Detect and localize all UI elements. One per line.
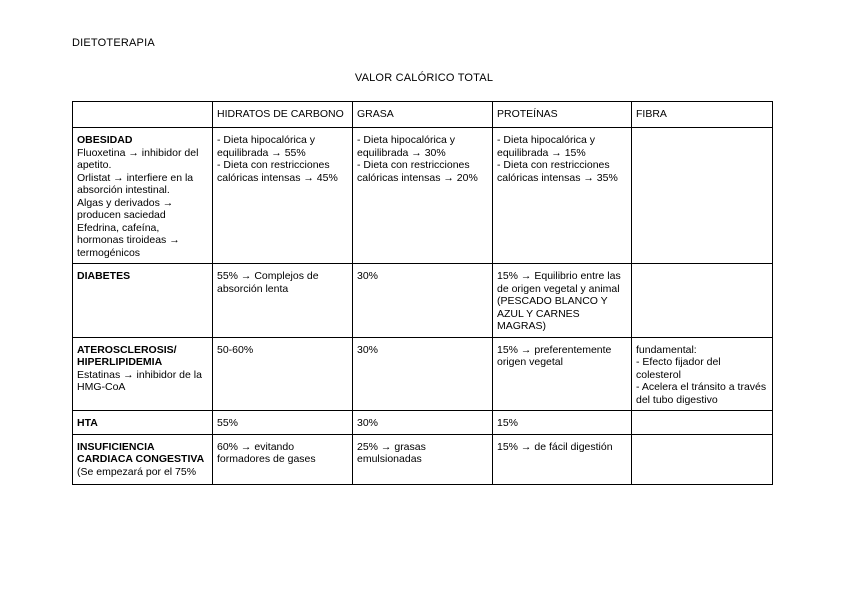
cell-line: 25% → grasas emulsionadas [357,440,426,465]
document-header: DIETOTERAPIA [72,37,155,49]
cell-line: 30% [357,343,379,356]
cell-line: - Dieta hipocalórica y equilibrada → 30% [357,134,456,159]
proteinas-cell [493,411,632,435]
grasa-cell [353,264,493,338]
proteinas-cell [493,434,632,484]
table-row [73,434,773,484]
cell-line: - Dieta hipocalórica y equilibrada → 55% [217,134,316,159]
fibra-cell [632,337,773,411]
condition-cell [73,434,213,484]
cell-line: 15% → Equilibrio entre las de origen vegetal y animal (PESCADO BLANCO Y AZUL Y CARNES MAGRAS) [497,270,621,332]
table-header-row [73,102,773,128]
hidratos-cell [213,411,353,435]
cell-line: 60% → evitando formadores de gases [217,440,316,465]
condition-note: Algas y derivados → producen saciedad [77,196,174,221]
condition-cell [73,411,213,435]
proteinas-cell [493,128,632,264]
cell-line: - Dieta con restricciones calóricas intensas → 45% [217,159,338,184]
cell-line: 55% → Complejos de absorción lenta [217,270,319,295]
condition-note: Efedrina, cafeína, hormonas tiroideas → termogénicos [77,221,180,259]
cell-line: - Dieta con restricciones calóricas intensas → 20% [357,159,478,184]
grasa-cell [353,337,493,411]
cell-line: 55% [217,417,239,429]
condition-name: HTA [77,417,98,429]
cell-line: 15% → de fácil digestión [497,440,613,453]
condition-name: ATEROSCLEROSIS/ HIPERLIPIDEMIA [77,343,177,368]
table-row [73,337,773,411]
cell-line: 30% [357,270,379,282]
cell-line: 15% [497,417,519,429]
cell-line: 30% [357,417,379,429]
condition-name: INSUFICIENCIA CARDIACA CONGESTIVA [77,440,205,465]
cell-line: 50-60% [217,343,254,356]
column-header-hidratos: HIDRATOS DE CARBONO [213,102,353,128]
condition-cell [73,128,213,264]
fibra-cell [632,264,773,338]
cell-line: - Dieta con restricciones calóricas intensas → 35% [497,159,618,184]
condition-cell [73,264,213,338]
proteinas-cell [493,337,632,411]
condition-cell [73,337,213,411]
column-header-condition [73,102,213,128]
fibra-cell [632,128,773,264]
proteinas-cell [493,264,632,338]
column-header-proteinas: PROTEÍNAS [493,102,632,128]
condition-note: (Se empezará por el 75% [77,465,197,478]
document-title: VALOR CALÓRICO TOTAL [354,72,494,84]
hidratos-cell [213,264,353,338]
cell-line: 15% → preferentemente origen vegetal [497,343,612,368]
grasa-cell [353,434,493,484]
fibra-cell [632,434,773,484]
fibra-cell [632,411,773,435]
cell-line: - Acelera el tránsito a través del tubo digestivo [636,381,767,406]
table-row [73,264,773,338]
table-row [73,128,773,264]
table-row [73,411,773,435]
column-header-grasa: GRASA [353,102,493,128]
grasa-cell [353,411,493,435]
hidratos-cell [213,128,353,264]
condition-note: Fluoxetina → inhibidor del apetito. [77,146,199,171]
condition-name: OBESIDAD [77,134,133,146]
condition-note: Orlistat → interfiere en la absorción intestinal. [77,171,194,196]
column-header-fibra: FIBRA [632,102,773,128]
condition-name: DIABETES [77,270,131,282]
hidratos-cell [213,337,353,411]
cell-line: - Dieta hipocalórica y equilibrada → 15% [497,134,596,159]
condition-note: Estatinas → inhibidor de la HMG-CoA [77,368,202,393]
grasa-cell [353,128,493,264]
nutrition-table [72,101,773,485]
cell-line: fundamental: [636,343,697,356]
cell-line: - Efecto fijador del colesterol [636,356,721,381]
hidratos-cell [213,434,353,484]
